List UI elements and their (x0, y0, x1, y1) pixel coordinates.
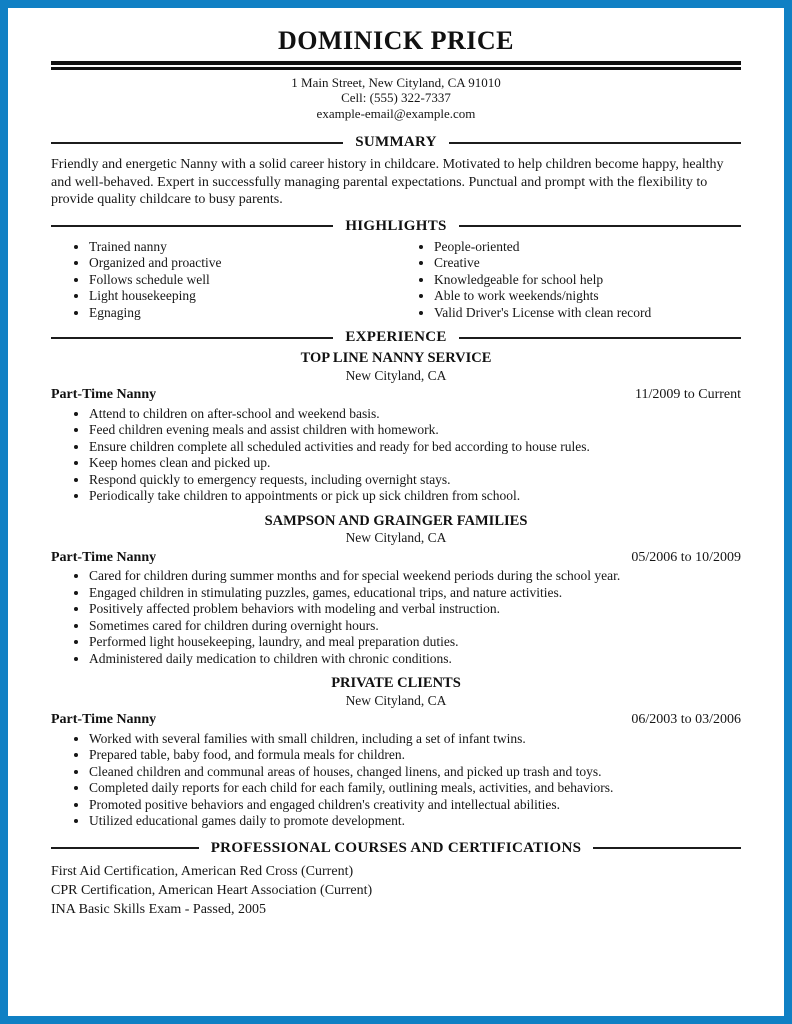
job-dates: 06/2003 to 03/2006 (631, 712, 741, 728)
highlight-item: • Trained nanny (89, 239, 396, 256)
highlight-item: • Able to work weekends/nights (434, 288, 741, 305)
job-bullet: • Keep homes clean and picked up. (89, 455, 741, 472)
certifications-heading-label: PROFESSIONAL COURSES AND CERTIFICATIONS (210, 839, 582, 856)
highlight-item: • People-oriented (434, 239, 741, 256)
highlight-item: • Knowledgeable for school help (434, 272, 741, 289)
experience-heading-label: EXPERIENCE (345, 329, 447, 346)
job-entry (51, 350, 741, 505)
highlights-heading-label: HIGHLIGHTS (345, 217, 447, 234)
heading-rule-right (459, 225, 741, 227)
experience-section-heading (51, 329, 741, 346)
job-location: New Cityland, CA (345, 530, 447, 546)
job-bullet: • Sometimes cared for children during overnight hours. (89, 618, 741, 635)
highlights-section-heading (51, 218, 741, 235)
summary-section-heading (51, 134, 741, 151)
job-bullet: • Engaged children in stimulating puzzles, games, educational trips, and nature activities. (89, 585, 741, 602)
job-bullet: • Cleaned children and communal areas of houses, changed linens, and picked up trash and toys. (89, 764, 741, 781)
highlights-list-right (396, 239, 741, 322)
job-bullet: • Cared for children during summer months and for special weekend periods during the school year. (89, 568, 741, 585)
page-title: DOMINICK PRICE (278, 26, 514, 55)
highlight-item: • Light housekeeping (89, 288, 396, 305)
job-entry (51, 513, 741, 668)
job-location: New Cityland, CA (345, 367, 447, 383)
highlight-item: • Creative (434, 255, 741, 272)
job-bullet: • Periodically take children to appointments or pick up sick children from school. (89, 488, 741, 505)
job-bullet: • Prepared table, baby food, and formula meals for children. (89, 747, 741, 764)
job-bullet-list (51, 568, 741, 667)
job-title-row (51, 386, 741, 404)
job-dates: 11/2009 to Current (634, 387, 741, 403)
highlights-columns (51, 239, 741, 322)
job-bullet: • Worked with several families with small children, including a set of infant twins. (89, 731, 741, 748)
highlight-item: • Egnaging (89, 305, 396, 322)
highlights-list-left (51, 239, 396, 322)
certification-item: First Aid Certification, American Red Cross (Current) (51, 863, 354, 879)
job-title: Part-Time Nanny (51, 549, 157, 565)
job-bullet: • Promoted positive behaviors and engaged children's creativity and intellectual abilities. (89, 797, 741, 814)
job-company: PRIVATE CLIENTS (331, 675, 461, 692)
heading-rule-right (459, 337, 741, 339)
certification-item: INA Basic Skills Exam - Passed, 2005 (51, 901, 267, 917)
job-bullet: • Ensure children complete all scheduled activities and ready for bed according to house rules. (89, 439, 741, 456)
job-entry (51, 675, 741, 830)
contact-email: example-email@example.com (316, 105, 476, 121)
highlight-item: • Valid Driver's License with clean record (434, 305, 741, 322)
highlight-item: • Follows schedule well (89, 272, 396, 289)
heading-rule-right (449, 142, 741, 144)
job-bullet: • Feed children evening meals and assist children with homework. (89, 422, 741, 439)
heading-rule-left (51, 225, 333, 227)
contact-address: 1 Main Street, New Cityland, CA 91010 (291, 74, 501, 90)
summary-text: Friendly and energetic Nanny with a solid career history in childcare. Motivated to help children become happy, healthy and well-behaved. Expert in successfully managing parental expectations. Punctual and prompt with the flexibility to provide quality childcare to busy parents. (51, 157, 724, 208)
job-bullet: • Performed light housekeeping, laundry, and meal preparation duties. (89, 634, 741, 651)
heading-rule-left (51, 847, 199, 849)
summary-heading-label: SUMMARY (355, 134, 437, 151)
job-title: Part-Time Nanny (51, 387, 157, 403)
contact-block (51, 75, 741, 122)
certification-item: CPR Certification, American Heart Association (Current) (51, 882, 373, 898)
certifications-list (51, 862, 741, 919)
job-title: Part-Time Nanny (51, 712, 157, 728)
job-bullet: • Completed daily reports for each child for each family, outlining meals, activities, and behaviors. (89, 780, 741, 797)
job-bullet: • Administered daily medication to children with chronic conditions. (89, 651, 741, 668)
job-dates: 05/2006 to 10/2009 (631, 549, 741, 565)
certifications-section-heading (51, 840, 741, 857)
job-title-row (51, 711, 741, 729)
job-bullet: • Utilized educational games daily to promote development. (89, 813, 741, 830)
contact-phone: Cell: (555) 322-7337 (341, 90, 451, 106)
job-company: SAMPSON AND GRAINGER FAMILIES (264, 512, 528, 529)
header-double-rule (51, 61, 741, 70)
highlight-item: • Organized and proactive (89, 255, 396, 272)
job-bullet-list (51, 731, 741, 830)
heading-rule-left (51, 337, 333, 339)
heading-rule-left (51, 142, 343, 144)
job-bullet: • Attend to children on after-school and weekend basis. (89, 406, 741, 423)
job-company: TOP LINE NANNY SERVICE (300, 350, 492, 367)
job-bullet: • Respond quickly to emergency requests, including overnight stays. (89, 472, 741, 489)
job-bullet: • Positively affected problem behaviors with modeling and verbal instruction. (89, 601, 741, 618)
heading-rule-right (593, 847, 741, 849)
job-bullet-list (51, 406, 741, 505)
job-location: New Cityland, CA (345, 692, 447, 708)
job-title-row (51, 549, 741, 567)
